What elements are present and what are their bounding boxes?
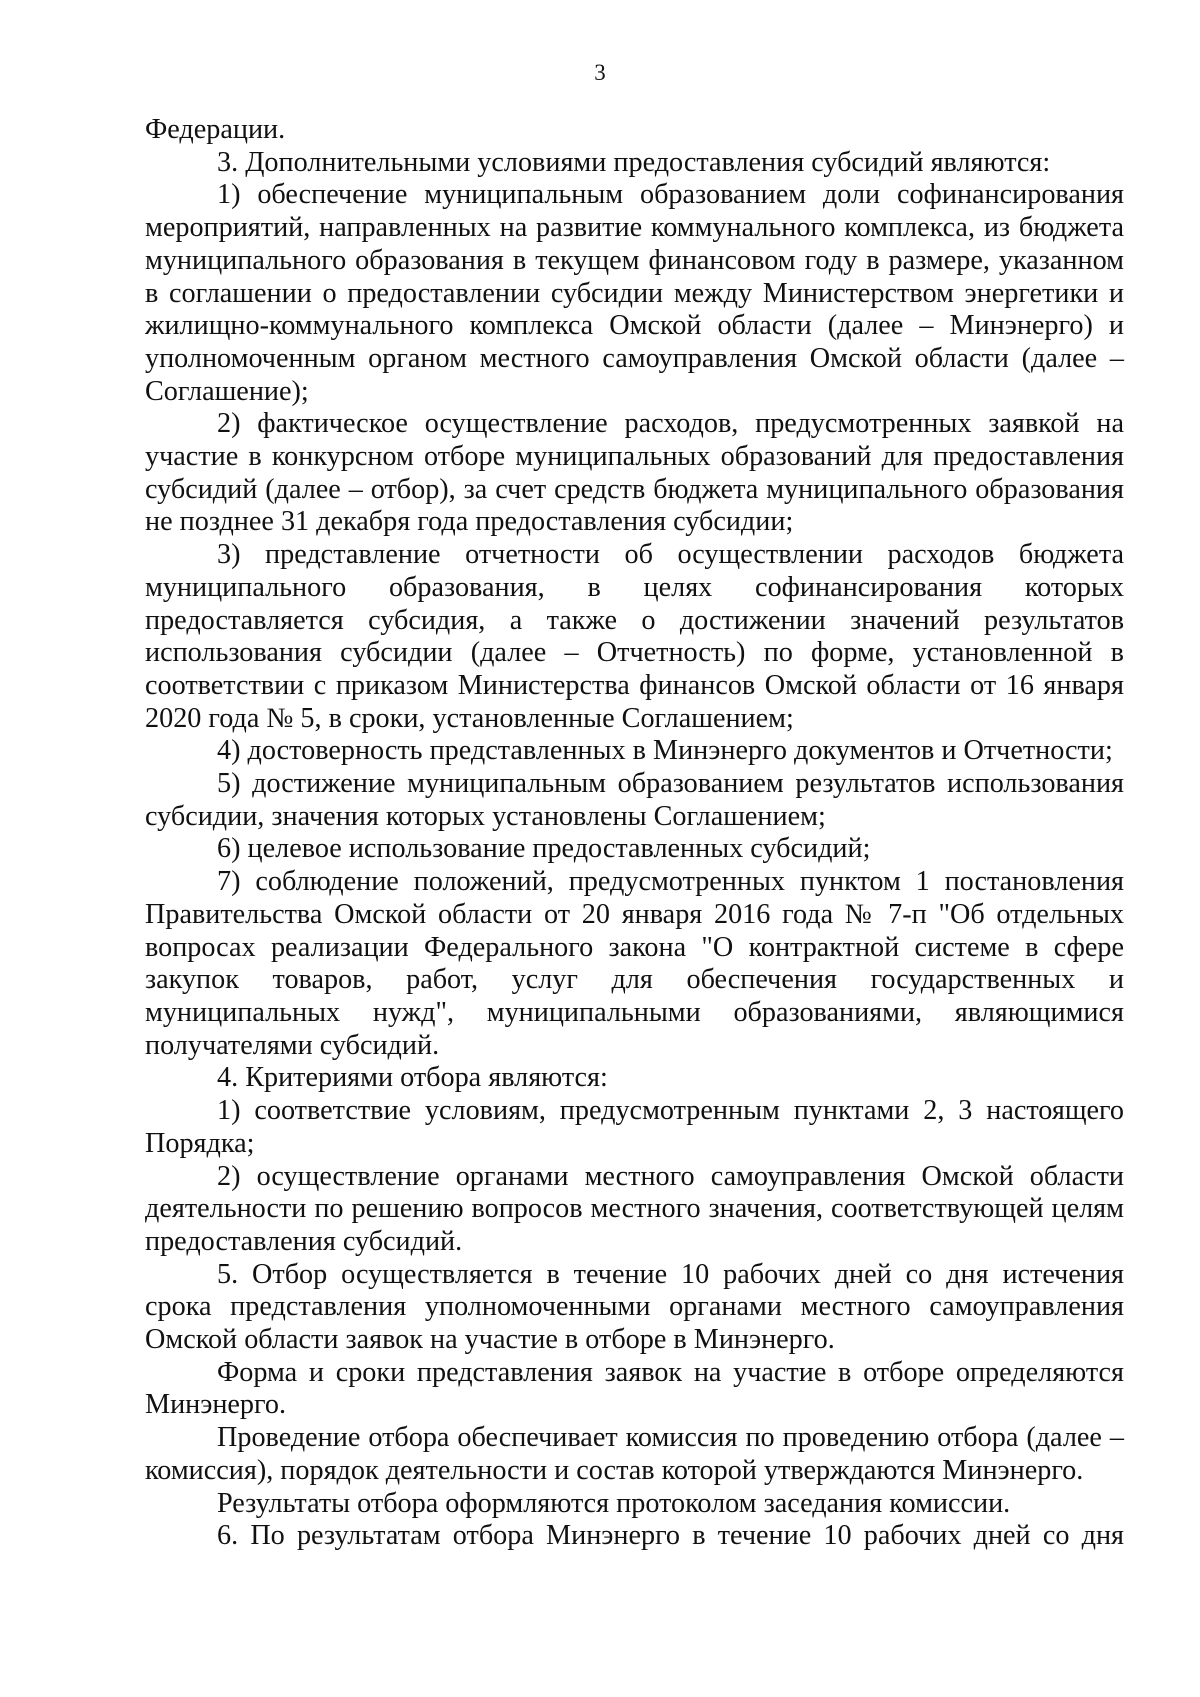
paragraph: 7) соблюдение положений, предусмотренных пунктом 1 постановления Правительства Омской области от 20 января 2016 года № 7-п "Об отдельных вопросах реализации Федерального закона "О контрактной системе в сфере закупок товаров, работ, услуг для обеспечения государственных и муниципальных нужд", муниципальными образованиями, являющимися получателями субсидий. [145,866,1124,1061]
paragraph: 3. Дополнительными условиями предоставления субсидий являются: [217,146,1051,178]
paragraph: 2) фактическое осуществление расходов, предусмотренных заявкой на участие в конкурсном отборе муниципальных образований для предоставления субсидий (далее – отбор), за счет средств бюджета муниципального образования не позднее 31 декабря года предоставления субсидии; [145,408,1124,538]
paragraph: 5) достижение муниципальным образованием результатов использования субсидии, значения которых установлены Соглашением; [145,768,1124,832]
paragraph: 5. Отбор осуществляется в течение 10 рабочих дней со дня истечения срока представления уполномоченными органами местного самоуправления Омской области заявок на участие в отборе в Минэнерго. [145,1258,1124,1356]
paragraph: 6. По результатам отбора Минэнерго в течение 10 рабочих дней со дня [217,1520,1124,1552]
paragraph: 2) осуществление органами местного самоуправления Омской области деятельности по решению вопросов местного значения, соответствующей целям предоставления субсидий. [145,1160,1124,1257]
document-body [145,114,1124,1553]
paragraph: 6) целевое использование предоставленных субсидий; [217,833,871,865]
page-number: 3 [594,60,606,85]
paragraph: 4) достоверность представленных в Минэнерго документов и Отчетности; [217,735,1113,767]
paragraph: 3) представление отчетности об осуществлении расходов бюджета муниципального образования, в целях софинансирования которых предоставляется субсидия, а также о достижении значений результатов использования субсидии (далее – Отчетность) по форме, установленной в соответствии с приказом Министерства финансов Омской области от 16 января 2020 года № 5, в сроки, установленные Соглашением; [145,539,1124,734]
paragraph: Проведение отбора обеспечивает комиссия по проведению отбора (далее – комиссия), порядок деятельности и состав которой утверждаются Минэнерго. [145,1422,1124,1486]
paragraph: Федерации. [145,114,286,145]
paragraph: 1) обеспечение муниципальным образованием доли софинансирования мероприятий, направленных на развитие коммунального комплекса, из бюджета муниципального образования в текущем финансовом году в размере, указанном в соглашении о предоставлении субсидии между Министерством энергетики и жилищно-коммунального комплекса Омской области (далее – Минэнерго) и уполномоченным органом местного самоуправления Омской области (далее – Соглашение); [145,179,1124,407]
paragraph: 4. Критериями отбора являются: [217,1062,608,1094]
paragraph: Форма и сроки представления заявок на участие в отборе определяются Минэнерго. [145,1356,1124,1421]
paragraph: 1) соответствие условиям, предусмотренным пунктами 2, 3 настоящего Порядка; [145,1095,1124,1159]
paragraph: Результаты отбора оформляются протоколом заседания комиссии. [217,1487,1011,1519]
